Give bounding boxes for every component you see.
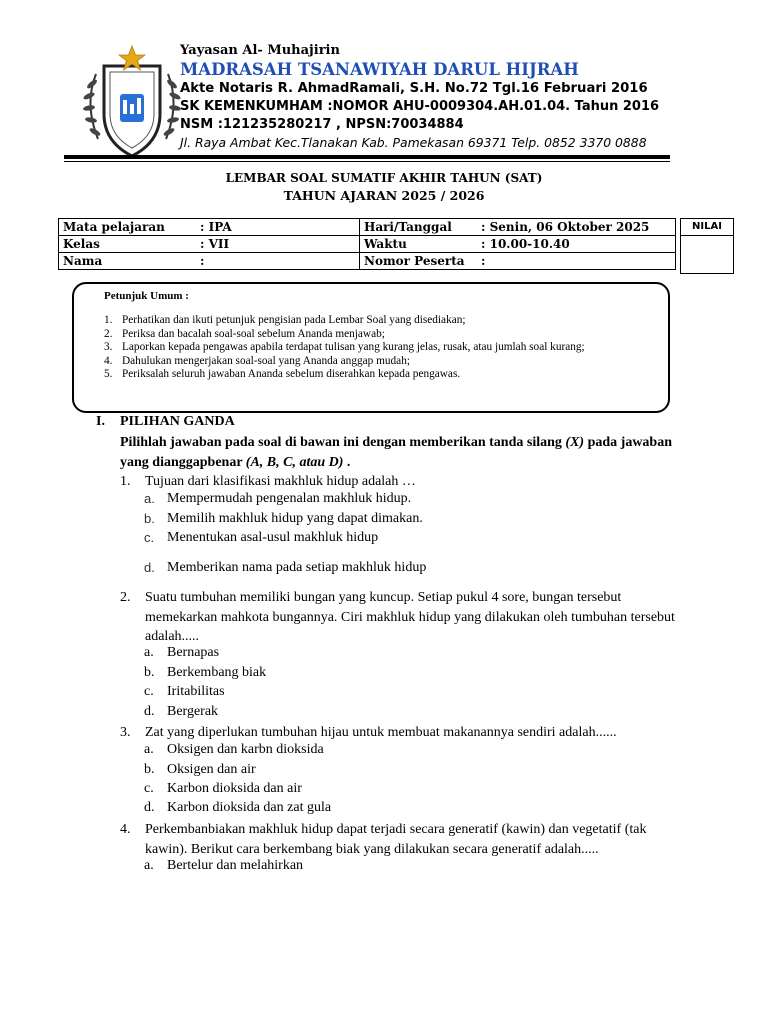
academic-year: TAHUN AJARAN 2025 / 2026 [283, 188, 485, 203]
date-label: Hari/Tanggal [364, 220, 452, 234]
participant-number-cell[interactable] [360, 253, 676, 270]
score-box[interactable] [680, 218, 734, 274]
question-text: Suatu tumbuhan memiliki bungan yang kuncup. Setiap pukul 4 sore, bungan tersebut memekarkan mahkota bungannya. Ciri makhluk hidup yang dilakukan oleh tumbuhan tersebut adalah..... [145, 590, 675, 644]
class-value: : VII [200, 237, 230, 251]
list-item: 1. Perhatikan dan ikuti petunjuk pengisian pada Lembar Soal yang disediakan; [104, 314, 466, 326]
time-label: Waktu [364, 237, 407, 251]
question-text: Tujuan dari klasifikasi makhluk hidup adalah … [145, 474, 416, 489]
question-2: 2. Suatu tumbuhan memiliki bungan yang kuncup. Setiap pukul 4 sore, bungan tersebut memekarkan mahkota bungannya. Ciri makhluk hidup yang dilakukan oleh tumbuhan tersebut adalah..... [120, 588, 675, 647]
student-info-table [58, 218, 676, 270]
header-divider-thick [64, 155, 670, 159]
time-value: : 10.00-10.40 [481, 237, 570, 251]
list-item: 2. Periksa dan bacalah soal-soal sebelum Ananda menjawab; [104, 327, 385, 340]
date-cell [360, 219, 676, 236]
school-name: MADRASAH TSANAWIYAH DARUL HIJRAH [180, 60, 579, 79]
question-1: 1. Tujuan dari klasifikasi makhluk hidup adalah … [120, 472, 675, 492]
participant-number-value[interactable]: : [481, 254, 486, 268]
subject-cell [59, 219, 360, 236]
table-row [59, 253, 676, 270]
question-3: 3. Zat yang diperlukan tumbuhan hijau untuk membuat makanannya sendiri adalah...... [120, 723, 675, 743]
list-item: 5. Periksalah seluruh jawaban Ananda sebelum diserahkan kepada pengawas. [104, 368, 461, 380]
instructions-list [104, 314, 639, 382]
question-4: 4. Perkembanbiakan makhluk hidup dapat terjadi secara generatif (kawin) dan vegetatif (tak kawin). Berikut cara berkembang biak yang dilakukan secara generatif adalah..... [120, 820, 675, 859]
list-item: 3. Laporkan kepada pengawas apabila terdapat tulisan yang kurang jelas, rusak, atau jumlah soal kurang; [104, 341, 585, 353]
time-cell [360, 236, 676, 253]
subject-label: Mata pelajaran [63, 220, 165, 234]
ministry-decree: SK KEMENKUMHAM :NOMOR AHU-0009304.AH.01.04. Tahun 2016 [180, 99, 660, 114]
class-cell [59, 236, 360, 253]
list-item: 4. Dahulukan mengerjakan soal-soal yang Ananda anggap mudah; [104, 354, 410, 367]
section-instruction: Pilihlah jawaban pada soal di bawan ini dengan memberikan tanda silang (X) pada jawaban yang dianggapbenar (A, B, C, atau D) . [120, 435, 672, 470]
participant-number-label: Nomor Peserta [364, 254, 465, 268]
table-row [59, 219, 676, 236]
name-value[interactable]: : [200, 254, 205, 268]
name-cell[interactable] [59, 253, 360, 270]
section-title: PILIHAN GANDA [120, 414, 235, 429]
question-text: Zat yang diperlukan tumbuhan hijau untuk membuat makanannya sendiri adalah...... [145, 725, 617, 740]
table-row [59, 236, 676, 253]
school-address: Jl. Raya Ambat Kec.Tlanakan Kab. Pamekasan 69371 Telp. 0852 3370 0888 [180, 135, 647, 150]
name-label: Nama [63, 254, 103, 268]
subject-value: : IPA [200, 220, 232, 234]
document-title: LEMBAR SOAL SUMATIF AKHIR TAHUN (SAT) [225, 171, 543, 185]
school-logo [82, 44, 182, 164]
class-label: Kelas [63, 237, 100, 251]
school-registration-numbers: NSM :121235280217 , NPSN:70034884 [180, 117, 464, 132]
instructions-title: Petunjuk Umum : [104, 290, 189, 302]
header-divider-thin [64, 161, 670, 162]
foundation-name: Yayasan Al- Muhajirin [180, 43, 340, 58]
date-value: : Senin, 06 Oktober 2025 [481, 220, 650, 234]
notary-deed: Akte Notaris R. AhmadRamali, S.H. No.72 Tgl.16 Februari 2016 [180, 81, 648, 96]
score-label: NILAI [681, 219, 733, 236]
question-text: Perkembanbiakan makhluk hidup dapat terjadi secara generatif (kawin) dan vegetatif (tak kawin). Berikut cara berkembang biak yang dilakukan secara generatif adalah..... [145, 822, 647, 857]
section-number: I. [96, 414, 105, 429]
